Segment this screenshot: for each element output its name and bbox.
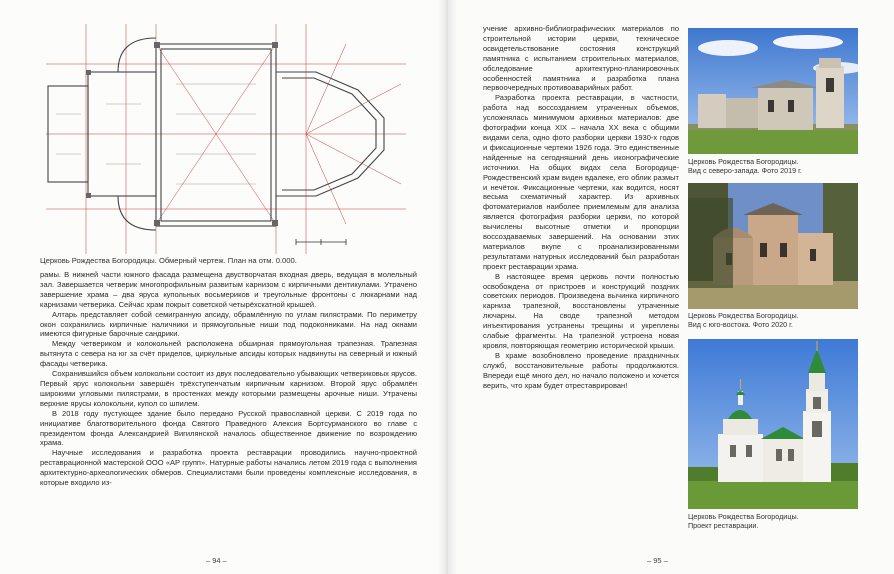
left-text-column: [40, 270, 417, 488]
paragraph: В храме возобновлено проведение праздничных служб, восстановительные работы продолжаются. Впереди ещё много дел, но начало положено и хочется верить, что храм будет отреставрирован!: [483, 350, 679, 390]
plan-caption: Церковь Рождества Богородицы. Обмерный чертеж. План на отм. 0.000.: [40, 256, 297, 265]
paragraph: В настоящее время церковь почти полностью освобождена от пристроев и конструкций поздних советских периодов. Произведена вычинка кирпичного карниза трапезной, восстановлены утраченные лючарны. На своде трапезной методом инъектирования устранены трещины и укреплены слабые фрагменты. На трапезной устроена новая кровля, повторяющая геометрию исторической крыши.: [483, 271, 679, 350]
page-number-left: – 94 –: [206, 556, 227, 565]
floor-plan-drawing: [46, 24, 406, 254]
page-number-right: – 95 –: [647, 556, 668, 565]
paragraph: Сохранившийся объем колокольни состоит из двух последовательно убывающих четвериковых ярусов. Первый ярус колокольни завершён трёхступенчатым кирпичным карнизом. Второй ярус обрамлён широкими угловыми пилястрами, в простенках между которыми размещены арочные ниши. Утрачены верхние ярусы колокольни, купол со шпилем.: [40, 369, 417, 408]
photo-church-southeast: [688, 183, 858, 309]
paragraph: учение архивно-библиографических материалов по строительной истории церкви, техническое освидетельствование состояния конструкций памятника с испытанием строительных материалов, обследование архитектурно-планировочных особенностей памятника и разработка плана первоочередных противоаварийных работ.: [483, 24, 679, 93]
photo-caption-title: Церковь Рождества Богородицы.: [688, 311, 799, 320]
paragraph: Между четвериком и колокольней расположена обширная прямоугольная трапезная. Трапезная вытянута с севера на юг за счёт приделов, циркульные апсиды которых надвинуты на северный и южный фасады четверика.: [40, 339, 417, 369]
plan-red-dimension-lines: [46, 24, 406, 254]
photo-caption-detail: Проект реставрации.: [688, 520, 759, 530]
photo-caption-title: Церковь Рождества Богородицы.: [688, 157, 799, 166]
photo-caption-detail: Вид с юго-востока. Фото 2020 г.: [688, 319, 793, 329]
paragraph: Разработка проекта реставрации, в частности, работа над воссозданием утраченных объемов, усложнялась минимумом архивных материалов: две фотографии конца XIX – начала XX века с общими видами села, одно фото разборки церкви 1930-х годов и фиксационные чертежи 1926 года. Это единственные найденные на сегодняшний день иконографические источники. На общих видах села Богородице-Рождественский храм виден вдалеке, его облик размыт и нечёток. Фиксационные чертежи, как водится, носят весьма схематичный характер. Из архивных фотоматериалов наиболее приемлемым для анализа является фотография разборки церкви, по которой вычислены высотные отметки и пропорции воссоздаваемых завершений. На основании этих материалов вкупе с проанализированными результатами натурных исследований был разработан проект реставрации храма.: [483, 93, 679, 271]
photo-church-restoration-project: [688, 339, 858, 509]
book-gutter: [437, 0, 457, 574]
photo-caption-2: [688, 312, 863, 329]
photo-church-northwest: [688, 28, 858, 154]
plan-scale-bar: [296, 239, 346, 245]
paragraph: Научные исследования и разработка проекта реставрации проводились научно-проектной реставрационной мастерской ООО «АР групп». Натурные работы начались летом 2019 года с выполнения архитектурно-археологических обмеров. Специалистами были проведены комплексные исследования, в которые входило из-: [40, 448, 417, 488]
photo-caption-1: [688, 158, 863, 175]
photo-caption-title: Церковь Рождества Богородицы.: [688, 512, 799, 521]
right-text-column: [483, 24, 679, 391]
photo-caption-3: [688, 513, 863, 530]
paragraph: В 2018 году пустующее здание было передано Русской православной церкви. С 2019 года по инициативе благотворительного фонда Святого Праведного Алексия Бортсурманского во главе с президентом фонда Александрией Вигилянской началось общественное движение по возрождению храма.: [40, 408, 417, 448]
paragraph: рамы. В нижней части южного фасада размещена двустворчатая входная дверь, ведущая в молельный зал. Завершается четверик многопрофильным развитым карнизом с кирпичными дентикулами. Утрачено завершение храма – два яруса купольных восьмериков и треугольные фронтоны с люкарнами над карнизами четверика. Сейчас храм покрыт советской четырёхскатной крышей.: [40, 270, 417, 309]
photo-caption-detail: Вид с северо-запада. Фото 2019 г.: [688, 165, 802, 175]
paragraph: Алтарь представляет собой семигранную апсиду, обрамлённую по углам пилястрами. По периметру окон сохранились кирпичные наличники и прямоугольные ниши под подоконниками. На над окнами имеются фигурные барочные сандрики.: [40, 309, 417, 339]
